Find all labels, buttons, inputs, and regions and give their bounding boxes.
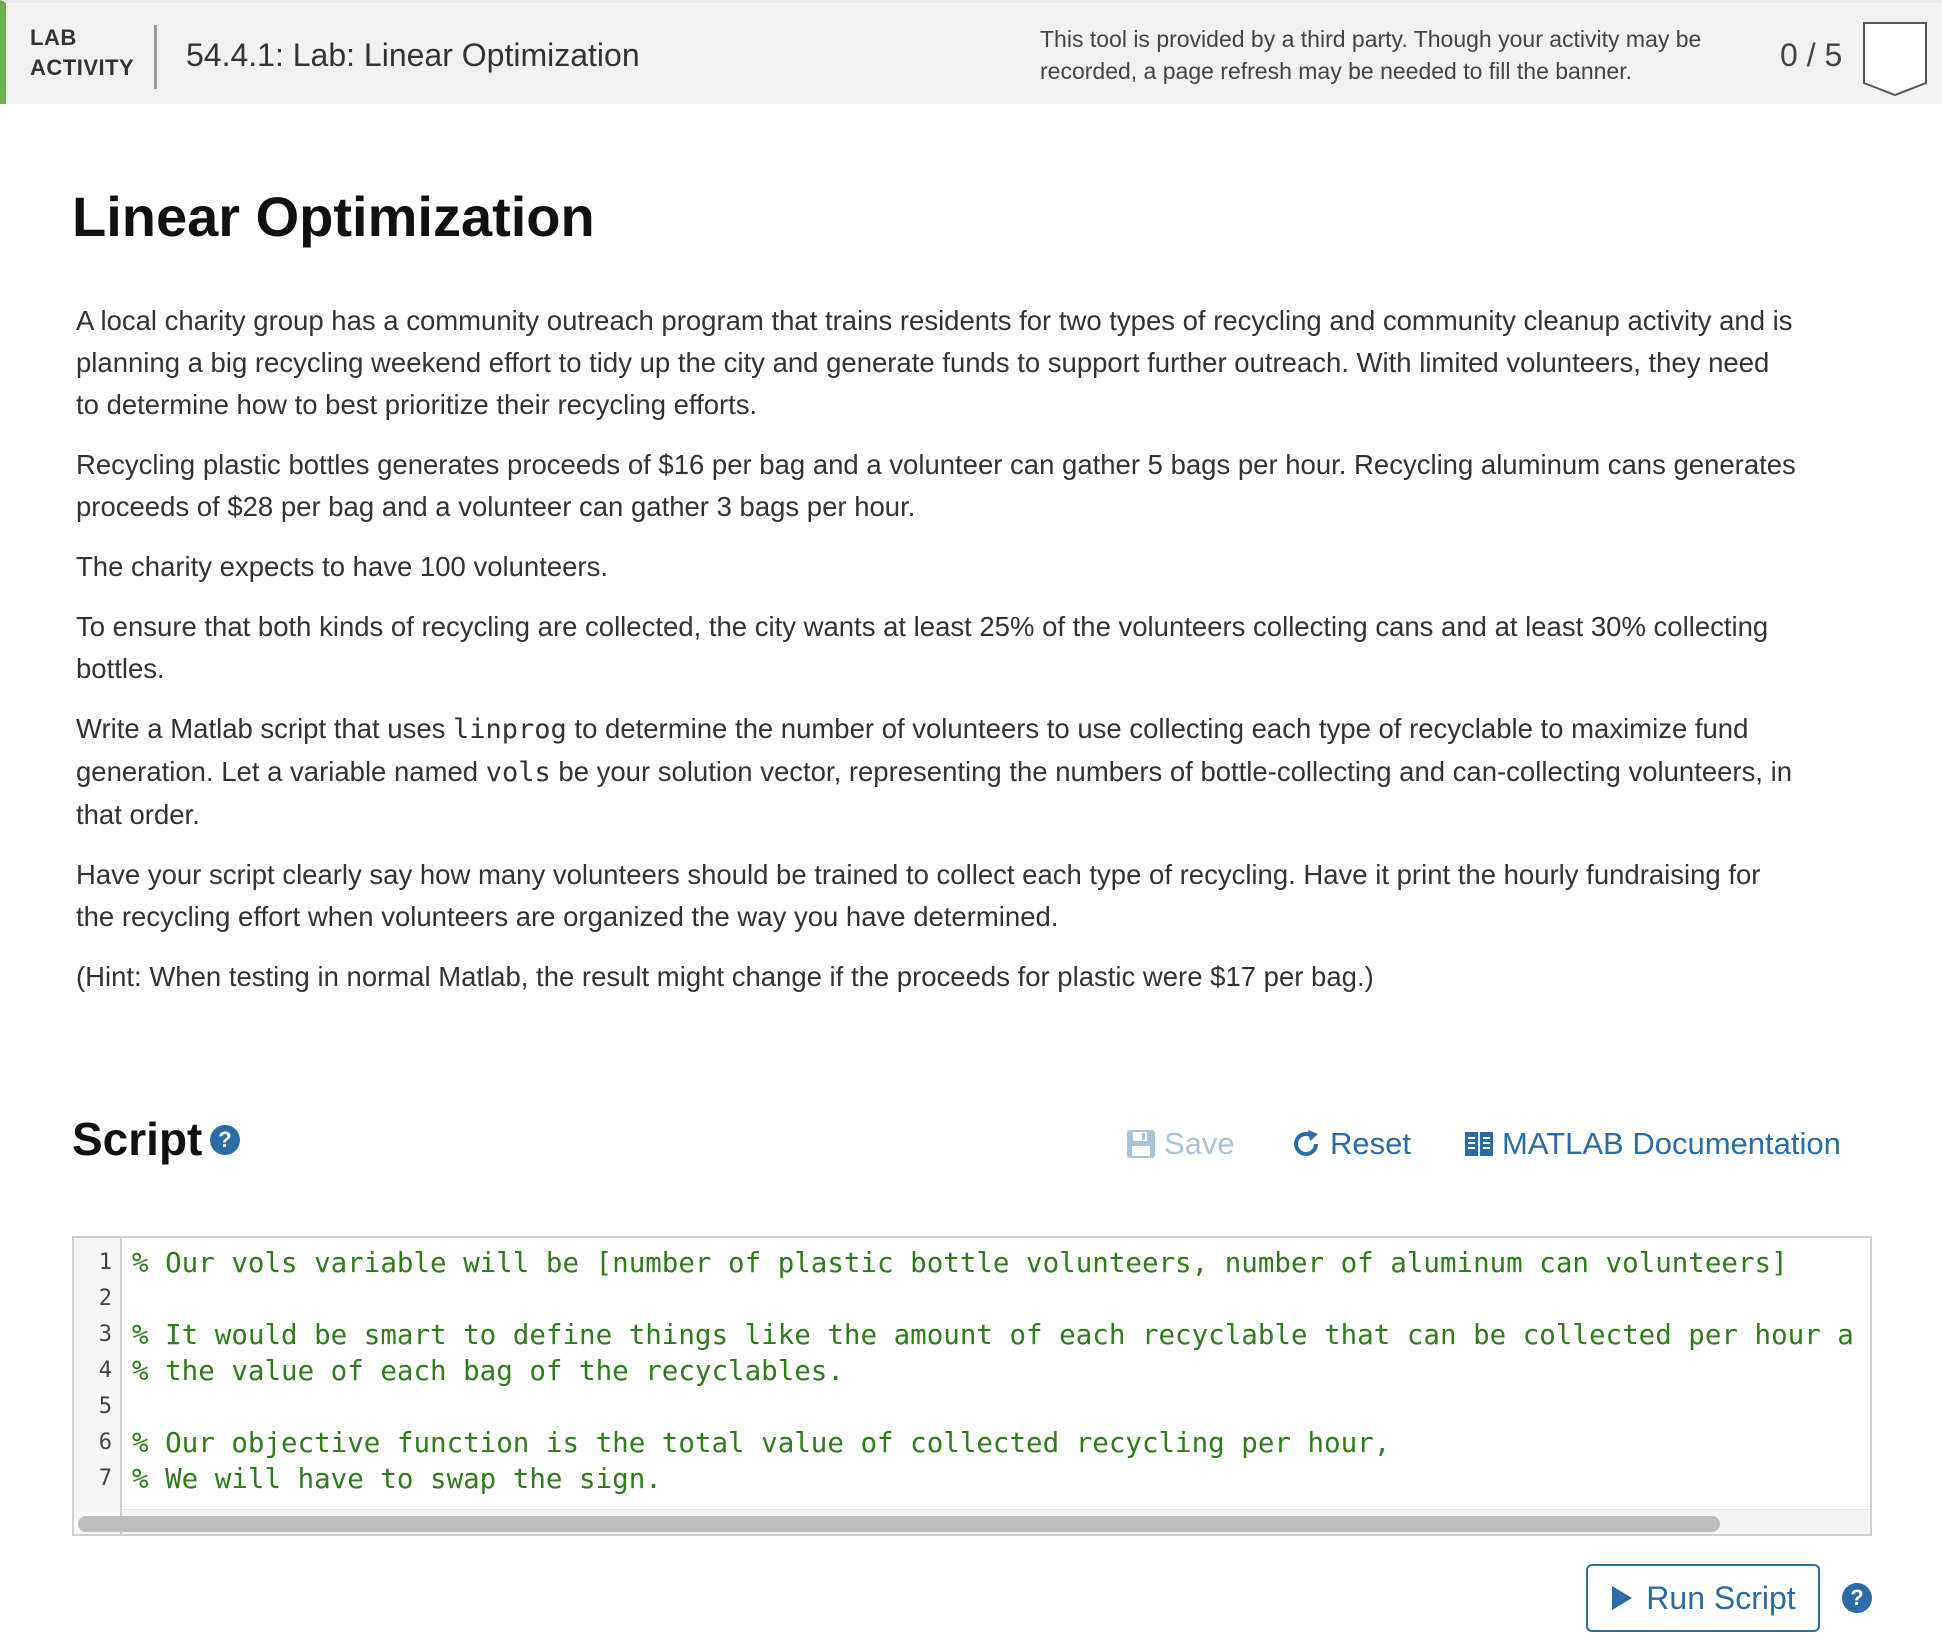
horizontal-scrollbar-thumb[interactable] (78, 1516, 1720, 1532)
description-paragraph (76, 708, 1796, 836)
description-paragraph: (Hint: When testing in normal Matlab, the result might change if the proceeds for plastic were $17 per bag.) (76, 961, 1374, 992)
description-paragraph: Have your script clearly say how many volunteers should be trained to collect each type of recycling. Have it print the hourly fundraising for the recycling effort when volunteers are organized the way you have determined. (76, 859, 1761, 932)
lab-activity-label: LAB ACTIVITY (30, 25, 135, 80)
code-line[interactable]: % Our vols variable will be [number of plastic bottle volunteers, number of aluminum can volunteers] (132, 1247, 1788, 1279)
line-number: 4 (98, 1358, 112, 1383)
banner-divider (154, 25, 157, 89)
line-number: 7 (98, 1466, 112, 1491)
reset-label: Reset (1330, 1126, 1411, 1161)
reset-button[interactable] (1290, 1126, 1411, 1162)
text-segment: to determine the number of volunteers to use collecting each type of recyclable to maximize fund generation. Let a variable named (76, 713, 1749, 787)
question-circle-icon[interactable]: ? (210, 1125, 240, 1155)
activity-title: 54.4.1: Lab: Linear Optimization (186, 37, 640, 73)
inline-code-linprog: linprog (453, 714, 567, 745)
code-line[interactable]: % the value of each bag of the recyclables. (132, 1355, 844, 1387)
code-line[interactable]: % It would be smart to define things like the amount of each recyclable that can be collected per hour a (132, 1319, 1854, 1351)
description-paragraph: The charity expects to have 100 volunteers. (76, 551, 608, 582)
page-title: Linear Optimization (72, 185, 595, 248)
save-button[interactable] (1126, 1126, 1235, 1162)
code-editor[interactable] (72, 1236, 1872, 1536)
line-number: 1 (98, 1250, 112, 1275)
code-line[interactable]: % We will have to swap the sign. (132, 1463, 662, 1495)
description-paragraph: Recycling plastic bottles generates proceeds of $16 per bag and a volunteer can gather 5 bags per hour. Recycling aluminum cans generates proceeds of $28 per bag and a volunteer can gather 3 bags per hour. (76, 449, 1796, 522)
run-script-label: Run Script (1646, 1579, 1796, 1616)
line-number: 2 (98, 1286, 112, 1311)
save-label: Save (1164, 1126, 1235, 1161)
run-script-button[interactable] (1586, 1564, 1820, 1632)
line-number: 6 (98, 1430, 112, 1455)
line-number: 5 (98, 1394, 112, 1419)
refresh-icon (1290, 1128, 1322, 1160)
documentation-label: MATLAB Documentation (1502, 1126, 1841, 1161)
code-line[interactable]: % Our objective function is the total value of collected recycling per hour, (132, 1427, 1391, 1459)
line-number-gutter (74, 1238, 122, 1534)
activity-banner (0, 0, 1942, 104)
text-segment: be your solution vector, representing the numbers of bottle-collecting and can-collecting volunteers, in that order. (76, 756, 1793, 830)
line-number: 3 (98, 1322, 112, 1347)
matlab-documentation-link[interactable] (1464, 1126, 1841, 1162)
score-counter: 0 / 5 (1780, 37, 1843, 73)
question-circle-icon[interactable]: ? (1842, 1583, 1872, 1613)
floppy-disk-icon (1126, 1129, 1156, 1159)
book-icon (1464, 1129, 1494, 1159)
problem-description (76, 300, 1796, 1016)
text-segment: Write a Matlab script that uses (76, 713, 453, 744)
play-icon (1610, 1584, 1634, 1612)
description-paragraph: To ensure that both kinds of recycling are collected, the city wants at least 25% of the volunteers collecting cans and at least 30% collecting bottles. (76, 611, 1769, 684)
third-party-notice: This tool is provided by a third party. Though your activity may be recorded, a page refresh may be needed to fill the banner. (1040, 26, 1702, 84)
description-paragraph: A local charity group has a community outreach program that trains residents for two types of recycling and community cleanup activity and is planning a big recycling weekend effort to tidy up the city and generate funds to support further outreach. With limited volunteers, they need to determine how to best prioritize their recycling efforts. (76, 305, 1793, 420)
inline-code-vols: vols (485, 757, 551, 788)
shield-badge-icon (1862, 21, 1928, 97)
script-section-title: Script (72, 1113, 203, 1165)
